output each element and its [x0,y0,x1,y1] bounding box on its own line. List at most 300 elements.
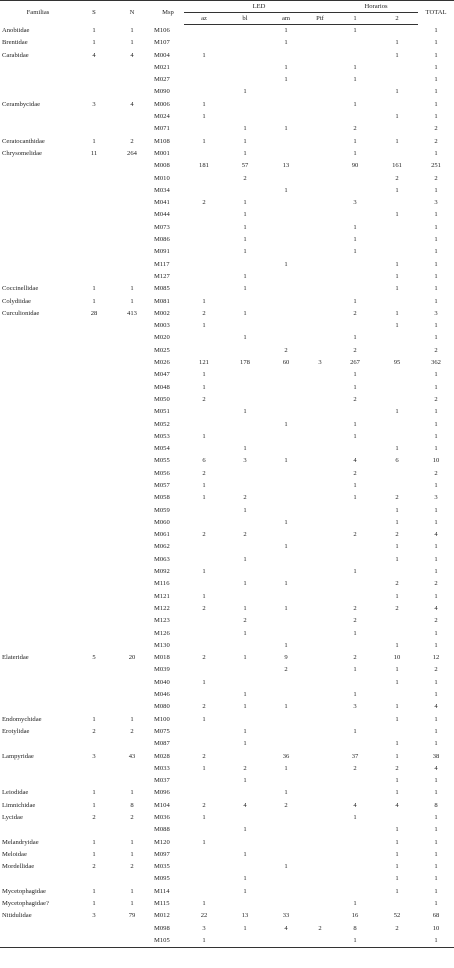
cell-am: 1 [284,125,288,133]
cell-bl [224,62,266,74]
cell-n [112,209,152,221]
table-row [0,628,454,640]
table-row [0,62,454,74]
cell-total: 1 [434,715,438,723]
cell-ptf [306,689,334,701]
cell-s [76,394,112,406]
cell-az [184,406,224,418]
cell-horario-2: 1 [395,703,399,711]
table-row [0,148,454,160]
cell-horario-2: 1 [395,322,399,330]
cell-ptf [306,505,334,517]
cell-ptf [306,861,334,873]
cell-n: 43 [128,752,136,760]
cell-ptf [306,603,334,615]
cell-az: 2 [202,469,206,477]
cell-familia [0,345,76,357]
cell-horario-2 [376,394,418,406]
table-row [0,37,454,49]
cell-am [266,50,306,62]
cell-horario-1 [334,714,376,726]
cell-total: 1 [434,383,438,391]
cell-msp: M056 [154,469,170,477]
cell-horario-2 [376,332,418,344]
cell-s [76,320,112,332]
cell-s [76,369,112,381]
cell-n [112,357,152,369]
cell-n [112,775,152,787]
cell-am: 1 [284,76,288,84]
table-row [0,849,454,861]
cell-msp: M108 [154,137,170,145]
cell-s: 5 [92,654,96,662]
cell-horario-2: 1 [395,715,399,723]
cell-familia [0,369,76,381]
cell-horario-1 [334,775,376,787]
cell-total: 1 [434,408,438,416]
cell-bl [224,259,266,271]
cell-ptf [306,751,334,763]
cell-familia [0,603,76,615]
cell-horario-2: 2 [395,580,399,588]
cell-msp: M034 [154,186,170,194]
cell-n [112,689,152,701]
cell-bl [224,566,266,578]
cell-horario-1 [334,259,376,271]
cell-total: 1 [434,63,438,71]
cell-az [184,775,224,787]
cell-msp: M012 [154,912,170,920]
cell-horario-1: 1 [353,371,357,379]
cell-ptf [306,123,334,135]
cell-horario-1: 2 [353,604,357,612]
cell-horario-2 [376,234,418,246]
col-s: S [76,1,112,25]
cell-horario-1: 1 [353,629,357,637]
cell-s [76,173,112,185]
cell-n [112,554,152,566]
cell-am: 60 [282,359,290,367]
cell-msp: M115 [154,900,170,908]
cell-horario-2 [376,419,418,431]
cell-az [184,25,224,38]
cell-az [184,517,224,529]
cell-total: 2 [434,666,438,674]
table-row [0,726,454,738]
cell-familia: Endomychidae [2,715,42,723]
cell-msp: M050 [154,395,170,403]
cell-horario-2: 2 [395,531,399,539]
cell-s [76,382,112,394]
cell-ptf [306,234,334,246]
cell-az: 3 [202,924,206,932]
col-total: TOTAL [418,1,454,25]
cell-msp: M006 [154,100,170,108]
cell-am [266,271,306,283]
cell-ptf [306,271,334,283]
cell-am [266,898,306,910]
cell-az: 2 [202,703,206,711]
cell-horario-2 [376,689,418,701]
cell-total: 1 [434,740,438,748]
cell-horario-1 [334,271,376,283]
cell-horario-1: 1 [353,383,357,391]
cell-s [76,197,112,209]
cell-total: 1 [418,935,454,948]
cell-horario-2: 1 [395,777,399,785]
cell-ptf [306,136,334,148]
cell-horario-2: 1 [395,826,399,834]
table-body [0,25,454,948]
table-row [0,505,454,517]
cell-total: 1 [434,777,438,785]
cell-am [266,332,306,344]
cell-az [184,541,224,553]
cell-am [266,394,306,406]
cell-az: 2 [202,604,206,612]
cell-total: 1 [434,506,438,514]
cell-familia: Cerambycidae [2,100,41,108]
table-row [0,369,454,381]
cell-horario-1 [334,886,376,898]
cell-horario-1 [334,873,376,885]
cell-am [266,812,306,824]
table-row [0,886,454,898]
cell-az [184,578,224,590]
cell-ptf [306,615,334,627]
table-row [0,160,454,172]
cell-am: 1 [284,518,288,526]
cell-horario-1: 2 [353,531,357,539]
cell-familia: Limnichidae [2,801,36,809]
cell-horario-2 [376,369,418,381]
cell-n: 1 [130,850,134,858]
cell-n [112,111,152,123]
cell-bl: 1 [243,826,247,834]
cell-am [266,111,306,123]
cell-az: 1 [202,494,206,502]
cell-familia [0,173,76,185]
cell-s: 28 [90,309,98,317]
cell-n: 1 [130,285,134,293]
cell-horario-1 [334,111,376,123]
cell-total: 2 [434,469,438,477]
table-row [0,554,454,566]
cell-familia [0,382,76,394]
cell-msp: M073 [154,223,170,231]
cell-msp: M037 [154,777,170,785]
cell-horario-1: 1 [353,63,357,71]
cell-am [266,492,306,504]
table-row [0,529,454,541]
cell-bl [224,25,266,38]
cell-horario-2 [376,812,418,824]
cell-msp: M086 [154,236,170,244]
cell-msp: M061 [154,531,170,539]
cell-am: 2 [284,346,288,354]
cell-total: 1 [434,826,438,834]
cell-n [112,173,152,185]
cell-total: 68 [432,912,440,920]
cell-bl: 1 [243,924,247,932]
cell-az [184,123,224,135]
cell-s: 4 [92,51,96,59]
cell-horario-2 [376,726,418,738]
cell-msp: M092 [154,568,170,576]
cell-total: 1 [434,113,438,121]
cell-horario-2: 161 [392,162,402,170]
cell-ptf [306,296,334,308]
cell-familia: Lampyridae [2,752,34,760]
table-row [0,603,454,615]
cell-msp: M081 [154,297,170,305]
cell-total: 1 [434,420,438,428]
cell-s [76,246,112,258]
cell-am: 13 [282,162,290,170]
cell-msp: M008 [154,162,170,170]
cell-az: 1 [202,568,206,576]
cell-s: 1 [92,887,96,895]
cell-n [112,923,152,935]
cell-horario-1 [334,591,376,603]
cell-total: 4 [434,531,438,539]
cell-horario-2: 2 [395,764,399,772]
cell-ptf [306,111,334,123]
cell-s [76,443,112,455]
cell-n [112,406,152,418]
cell-az [184,283,224,295]
col-led: LED [184,1,334,13]
cell-am: 1 [284,63,288,71]
cell-familia [0,455,76,467]
cell-horario-1 [334,505,376,517]
table-row [0,517,454,529]
cell-am [266,677,306,689]
table-row [0,74,454,86]
cell-am [266,382,306,394]
cell-horario-2 [376,296,418,308]
cell-horario-2 [376,382,418,394]
cell-ptf [306,246,334,258]
cell-total: 3 [434,309,438,317]
cell-msp: M054 [154,445,170,453]
cell-msp: M085 [154,285,170,293]
cell-familia: Mycetophagidae [2,887,46,895]
cell-msp: M051 [154,408,170,416]
cell-horario-1: 1 [353,27,357,34]
cell-s [76,529,112,541]
cell-msp: M001 [154,149,170,157]
cell-bl: 3 [243,457,247,465]
cell-horario-2: 2 [395,494,399,502]
cell-familia: Mycetophagidae? [2,900,49,908]
cell-n [112,123,152,135]
cell-msp: M057 [154,481,170,489]
cell-horario-2 [376,468,418,480]
cell-total: 362 [431,359,441,367]
cell-horario-1 [334,173,376,185]
cell-horario-2 [376,222,418,234]
cell-horario-2: 95 [393,359,401,367]
table-row [0,677,454,689]
cell-msp: M044 [154,211,170,219]
cell-horario-2: 1 [395,838,399,846]
cell-bl: 1 [243,506,247,514]
cell-ptf [306,873,334,885]
cell-bl [224,677,266,689]
cell-horario-2: 1 [395,137,399,145]
cell-horario-2 [376,123,418,135]
cell-az: 1 [202,764,206,772]
cell-bl: 1 [243,285,247,293]
cell-horario-1: 90 [351,162,359,170]
cell-msp: M123 [154,617,170,625]
cell-bl: 1 [243,137,247,145]
table-row [0,406,454,418]
cell-familia [0,480,76,492]
cell-am [266,480,306,492]
table-row [0,394,454,406]
table-row [0,861,454,873]
cell-total: 1 [434,260,438,268]
cell-ptf [306,714,334,726]
cell-ptf [306,640,334,652]
cell-am [266,935,306,948]
col-led-ptf: Ptf [306,13,334,25]
table-row [0,566,454,578]
cell-n: 2 [130,137,134,145]
cell-az: 1 [202,383,206,391]
cell-am [266,873,306,885]
cell-familia [0,578,76,590]
cell-az [184,173,224,185]
cell-am: 1 [284,863,288,871]
cell-bl [224,382,266,394]
table-row [0,935,454,948]
cell-familia [0,197,76,209]
cell-bl: 1 [243,850,247,858]
cell-am [266,689,306,701]
cell-total: 1 [434,39,438,47]
table-row [0,751,454,763]
cell-ptf [306,50,334,62]
table-row [0,615,454,627]
cell-az [184,689,224,701]
cell-familia [0,259,76,271]
cell-az: 1 [202,432,206,440]
cell-msp: M003 [154,322,170,330]
cell-horario-2 [376,615,418,627]
cell-az [184,787,224,799]
cell-bl [224,898,266,910]
cell-am [266,296,306,308]
cell-n [112,664,152,676]
table-row [0,873,454,885]
cell-ptf [306,455,334,467]
cell-familia [0,824,76,836]
cell-horario-2: 1 [395,88,399,96]
cell-am [266,443,306,455]
cell-az [184,86,224,98]
cell-s [76,603,112,615]
cell-az: 2 [202,654,206,662]
cell-n [112,677,152,689]
cell-az: 2 [202,801,206,809]
cell-horario-1: 1 [353,814,357,821]
cell-ptf [306,345,334,357]
cell-s: 1 [92,801,96,809]
cell-msp: M095 [154,875,170,883]
cell-msp: M071 [154,125,170,133]
cell-familia: Chrysomelidae [2,149,42,157]
table-row [0,173,454,185]
cell-familia: Mordellidae [2,863,35,871]
table-row [0,86,454,98]
cell-horario-1: 1 [353,691,357,699]
cell-horario-1: 16 [351,912,359,920]
col-horario-1: 1 [334,13,376,25]
cell-az: 1 [202,900,206,908]
cell-msp: M002 [154,309,170,317]
cell-familia [0,74,76,86]
cell-horario-1: 37 [351,752,359,760]
cell-az: 1 [202,592,206,600]
cell-am [266,886,306,898]
cell-bl [224,111,266,123]
cell-s [76,209,112,221]
cell-s [76,664,112,676]
cell-ptf [306,529,334,541]
cell-horario-1: 2 [353,617,357,625]
cell-msp: M130 [154,641,170,649]
table-row [0,652,454,664]
cell-familia [0,62,76,74]
cell-bl: 1 [243,334,247,342]
cell-s [76,492,112,504]
cell-az: 1 [202,715,206,723]
cell-n: 4 [130,100,134,108]
cell-ptf [306,394,334,406]
cell-ptf [306,824,334,836]
cell-horario-1: 1 [353,481,357,489]
cell-horario-1: 2 [353,346,357,354]
cell-familia [0,271,76,283]
cell-total: 2 [434,125,438,133]
cell-horario-2 [376,628,418,640]
cell-horario-1: 2 [353,125,357,133]
cell-horario-2: 52 [393,912,401,920]
cell-horario-1 [334,50,376,62]
cell-bl [224,185,266,197]
cell-horario-1: 1 [353,236,357,244]
table-row [0,185,454,197]
table-row [0,714,454,726]
table-row [0,837,454,849]
table-row [0,50,454,62]
cell-bl [224,369,266,381]
cell-n [112,738,152,750]
cell-az [184,74,224,86]
cell-bl: 1 [243,555,247,563]
cell-az [184,664,224,676]
cell-total: 1 [434,789,438,797]
cell-n [112,455,152,467]
cell-horario-1 [334,738,376,750]
cell-s: 1 [92,789,96,797]
cell-bl: 13 [241,912,249,920]
cell-familia: Lycidae [2,814,23,821]
cell-msp: M035 [154,863,170,871]
